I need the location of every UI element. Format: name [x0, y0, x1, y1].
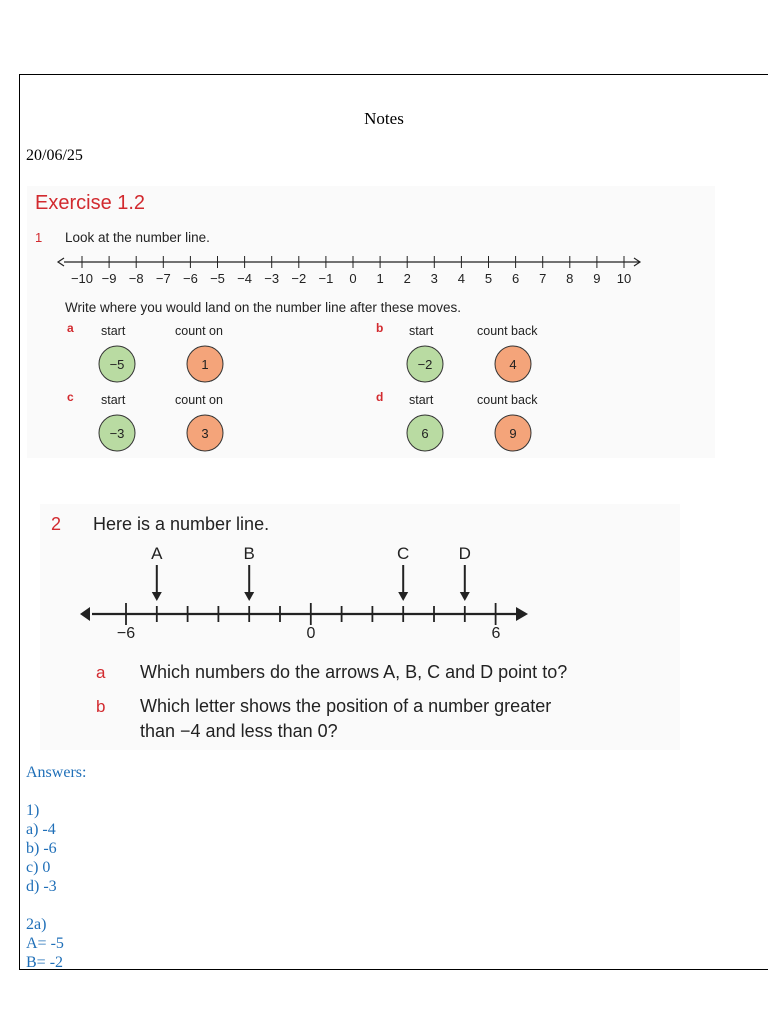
- number-line-1-label: −9: [101, 271, 117, 286]
- number-line-1-label: −2: [291, 271, 307, 286]
- part-d-move-value: 9: [509, 426, 517, 441]
- number-line-1-label: 1: [376, 271, 384, 286]
- number-line-1-label: −3: [264, 271, 280, 286]
- part-b-move-label: count back: [477, 324, 538, 338]
- number-line-1-left-arrow: [58, 258, 64, 266]
- number-line-1-label: −1: [318, 271, 334, 286]
- part-a-letter: a: [67, 321, 74, 335]
- number-line-2-right-arrow: [516, 607, 528, 621]
- number-line-1-label: −4: [237, 271, 253, 286]
- number-line-1-label: 3: [430, 271, 438, 286]
- arrow-label-c: C: [397, 544, 410, 563]
- part-d-letter: d: [376, 390, 384, 404]
- part-c-letter: c: [67, 390, 74, 404]
- exercise-2-image: [40, 504, 680, 750]
- answer-line: d) -3: [26, 878, 57, 895]
- number-line-1-label: 5: [484, 271, 493, 286]
- part-a-start-label: start: [101, 324, 126, 338]
- date-text: 20/06/25: [26, 147, 83, 164]
- number-line-1-label: 0: [349, 271, 357, 286]
- number-line-1-label: 2: [403, 271, 411, 286]
- axis-label-minus-6: −6: [116, 625, 136, 642]
- q1-text: Look at the number line.: [65, 230, 210, 245]
- part-c-start-label: start: [101, 393, 126, 407]
- arrow-label-b: B: [243, 544, 255, 563]
- arrow-label-d: D: [458, 544, 471, 563]
- part-b-letter: b: [376, 321, 384, 335]
- number-line-1-label: 9: [593, 271, 601, 286]
- part-b-start-value: −2: [417, 357, 433, 372]
- arrow-head-a: [152, 592, 162, 601]
- number-line-1-label: −6: [182, 271, 198, 286]
- answer-line: A= -5: [26, 935, 64, 952]
- part-c-start-value: −3: [109, 426, 125, 441]
- part-d-start-label: start: [409, 393, 434, 407]
- axis-label-6: 6: [491, 625, 501, 642]
- number-line-1-label: −7: [155, 271, 171, 286]
- answer-line: [26, 896, 86, 915]
- number-line-1-label: 10: [616, 271, 632, 286]
- arrow-head-d: [460, 592, 470, 601]
- part-d-move-label: count back: [477, 393, 538, 407]
- part-b-start-label: start: [409, 324, 434, 338]
- number-line-1-label: 8: [566, 271, 574, 286]
- answers-section: [26, 763, 86, 972]
- page-title: Notes: [364, 109, 404, 128]
- axis-label-0: 0: [306, 625, 316, 642]
- answer-line: b) -6: [26, 840, 57, 857]
- answer-line: 2a): [26, 916, 47, 933]
- number-line-2-left-arrow: [80, 607, 90, 621]
- number-line-1-ticks: [82, 256, 624, 268]
- part-a-move-value: 1: [201, 357, 209, 372]
- q2-part-b-line2: than −4 and less than 0?: [140, 721, 338, 741]
- instruction-text: Write where you would land on the number line after these moves.: [65, 300, 461, 315]
- q2-part-a-letter: a: [96, 663, 106, 682]
- number-line-1-label: 4: [457, 271, 466, 286]
- exercise-1-graphic: [27, 186, 715, 458]
- q2-number: 2: [51, 514, 62, 534]
- answers-spacer: [26, 782, 86, 801]
- number-line-1-label: −5: [210, 271, 225, 286]
- number-line-1-labels: [71, 271, 631, 286]
- part-b-move-value: 4: [509, 357, 517, 372]
- q2-part-b-letter: b: [96, 697, 106, 716]
- q2-text: Here is a number line.: [93, 514, 270, 534]
- part-a-move-label: count on: [175, 324, 223, 338]
- part-c-move-label: count on: [175, 393, 223, 407]
- number-line-1-label: −10: [70, 271, 94, 286]
- exercise-title: Exercise 1.2: [35, 192, 146, 214]
- answer-line: B= -2: [26, 954, 64, 971]
- answers-heading: Answers:: [26, 764, 87, 781]
- part-d-start-value: 6: [421, 426, 429, 441]
- q1-number: 1: [35, 230, 43, 245]
- exercise-2-graphic: [40, 504, 680, 750]
- arrow-head-b: [244, 592, 254, 601]
- q2-part-a-text: Which numbers do the arrows A, B, C and D point to?: [140, 662, 568, 682]
- q2-part-b-line1: Which letter shows the position of a number greater: [140, 696, 552, 716]
- part-c-move-value: 3: [201, 426, 209, 441]
- arrow-head-c: [398, 592, 408, 601]
- number-line-2-arrows: [151, 544, 471, 601]
- arrow-label-a: A: [151, 544, 163, 563]
- number-line-1-label: 6: [511, 271, 520, 286]
- answer-line: c) 0: [26, 859, 51, 876]
- part-a-start-value: −5: [109, 357, 125, 372]
- number-line-1-label: −8: [128, 271, 144, 286]
- number-line-1-label: 7: [539, 271, 547, 286]
- answer-line: 1): [26, 802, 40, 819]
- exercise-1-image: [27, 186, 715, 458]
- answer-line: a) -4: [26, 821, 56, 838]
